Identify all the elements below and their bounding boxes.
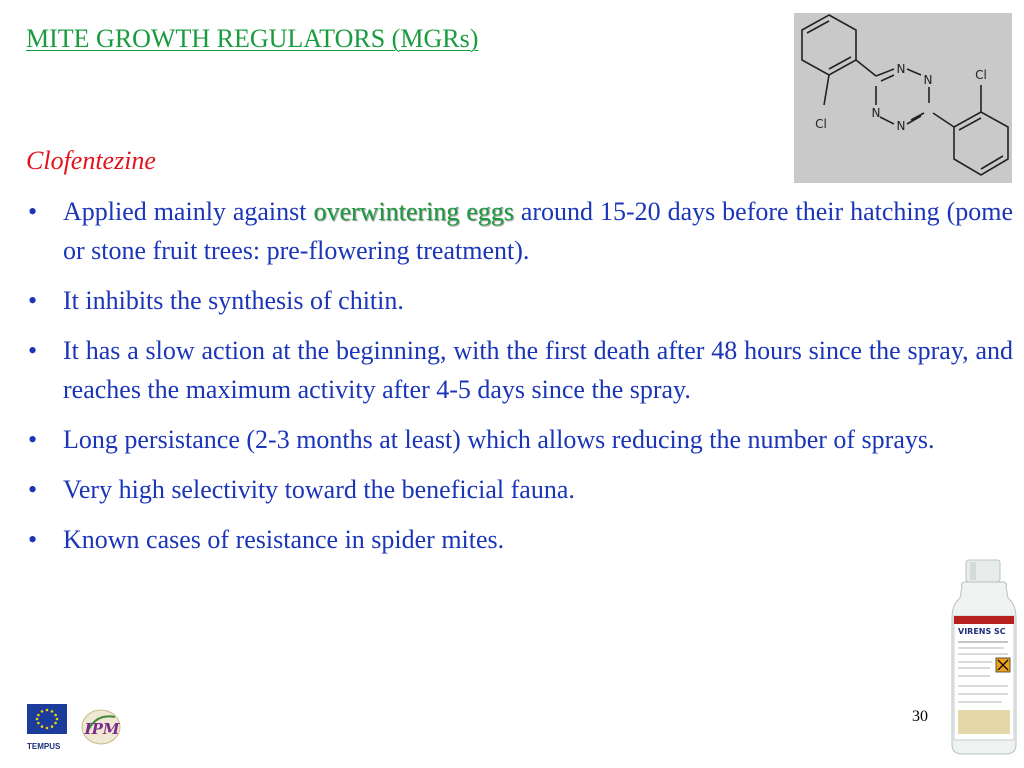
bullet-marker: • xyxy=(28,197,38,226)
ipm-logo-icon xyxy=(79,703,125,749)
bullet-text: Applied mainly against xyxy=(63,197,314,226)
atom-cl-left: Cl xyxy=(815,117,827,131)
bullet-text: Known cases of resistance in spider mites. xyxy=(63,525,505,554)
bottle-svg xyxy=(946,558,1022,758)
bullet-marker: • xyxy=(28,475,38,504)
bullet-item xyxy=(26,281,1013,320)
bullet-item xyxy=(26,520,1013,559)
highlighted-term: overwintering eggs xyxy=(313,197,514,226)
bullet-item xyxy=(26,420,1013,459)
bullet-text: It has a slow action at the beginning, with the first death after 48 hours since the spray, and reaches the maximum activity after 4-5 days since the spray. xyxy=(63,336,1013,404)
atom-cl-right: Cl xyxy=(975,68,987,82)
product-bottle-image xyxy=(946,558,1022,758)
chemical-structure-image xyxy=(794,13,1012,183)
clofentezine-structure-svg xyxy=(794,13,1012,183)
bullet-marker: • xyxy=(28,336,38,365)
bullet-marker: • xyxy=(28,286,38,315)
bullet-text: Very high selectivity toward the beneficial fauna. xyxy=(63,475,575,504)
bullet-text: around 15-20 days before their hatching (pome or stone fruit trees: pre-flowering treatment). xyxy=(63,197,1013,265)
bullet-item xyxy=(26,331,1013,409)
atom-n-1: N xyxy=(896,62,906,76)
bullet-marker: • xyxy=(28,525,38,554)
page-number: 30 xyxy=(912,708,928,725)
slide-title: MITE GROWTH REGULATORS (MGRs) xyxy=(26,24,479,53)
tempus-caption: TEMPUS xyxy=(27,742,61,751)
eu-flag-icon xyxy=(27,704,67,738)
atom-n-4: N xyxy=(896,119,906,133)
atom-n-3: N xyxy=(871,106,881,120)
ipm-logo xyxy=(79,703,125,749)
ipm-logo-text: IPM xyxy=(84,720,120,738)
active-ingredient-heading: Clofentezine xyxy=(26,146,156,175)
bullet-text: It inhibits the synthesis of chitin. xyxy=(63,286,404,315)
bullet-list xyxy=(26,192,1013,570)
bullet-marker: • xyxy=(28,425,38,454)
bullet-text: Long persistance (2-3 months at least) which allows reducing the number of sprays. xyxy=(63,425,935,454)
atom-n-2: N xyxy=(923,73,933,87)
bullet-item xyxy=(26,192,1013,270)
bullet-item xyxy=(26,470,1013,509)
product-label: VIRENS SC xyxy=(958,627,1006,636)
